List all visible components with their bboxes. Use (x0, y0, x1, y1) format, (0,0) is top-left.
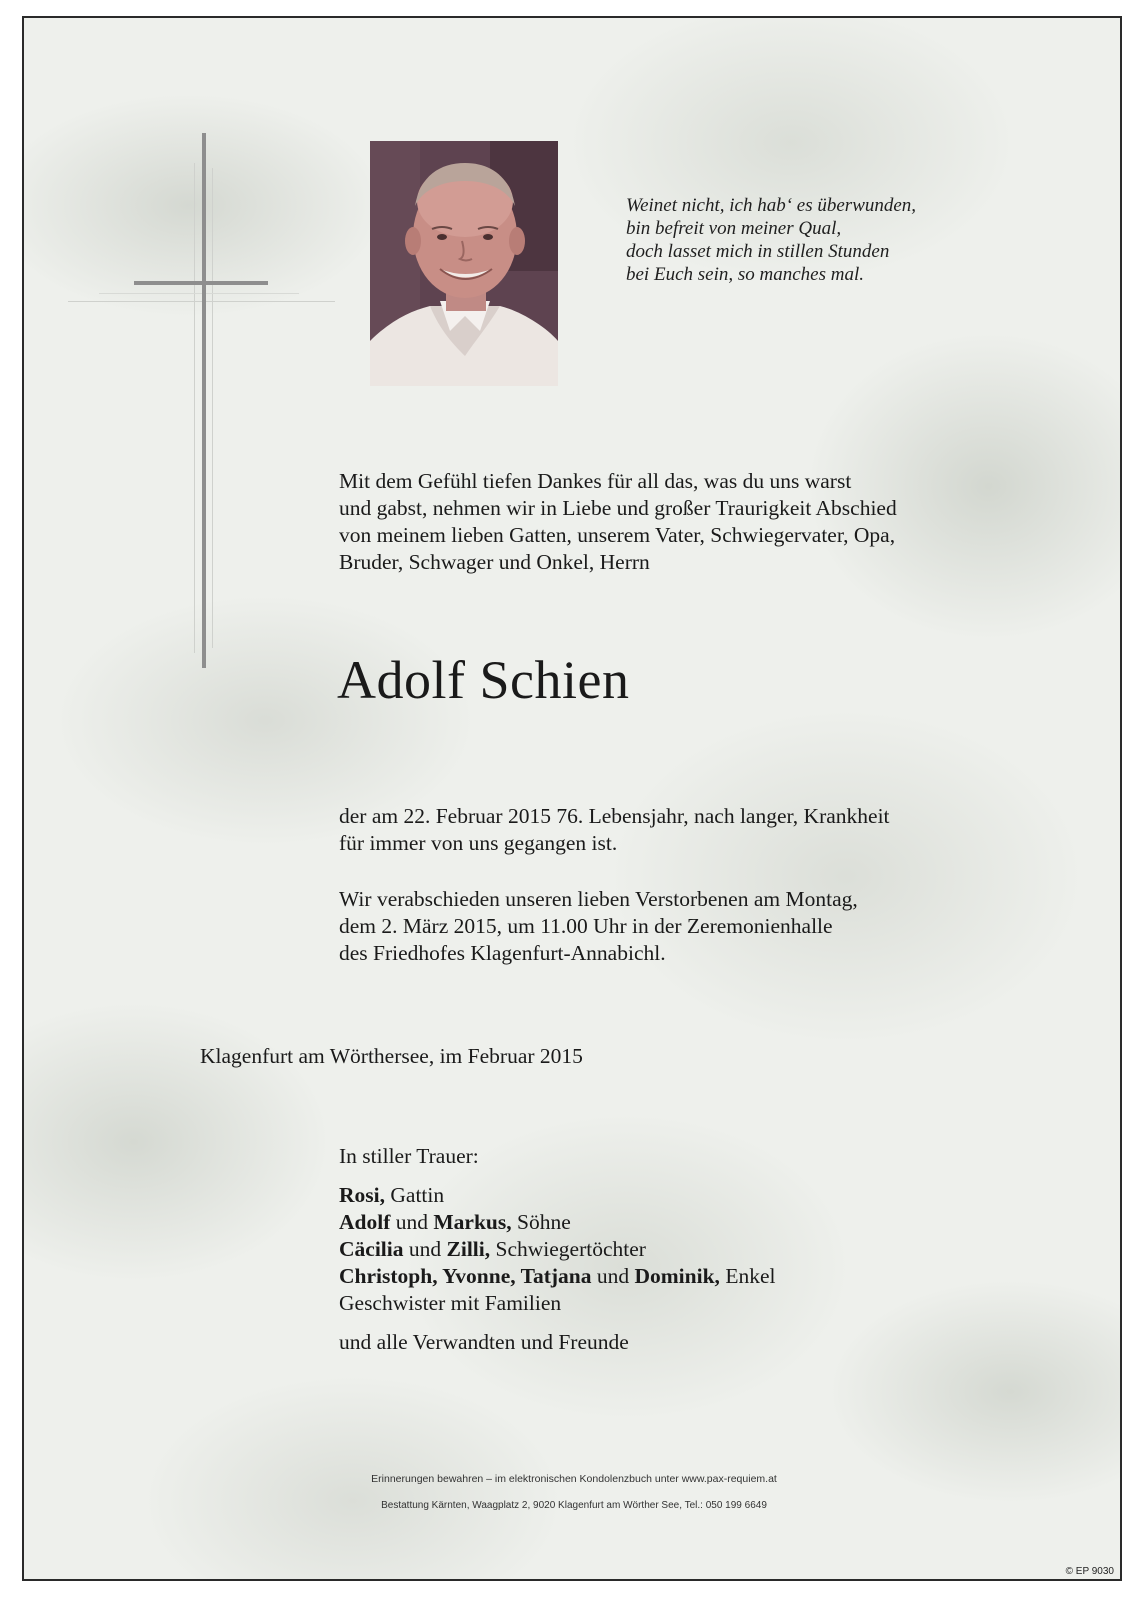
conjunction: und (390, 1210, 434, 1234)
cross-line-thin (194, 163, 195, 653)
footer-funeral-home-line: Bestattung Kärnten, Waagplatz 2, 9020 Klagenfurt am Wörther See, Tel.: 050 199 6649 (381, 1500, 767, 1511)
mourner-row (339, 1182, 775, 1209)
intro-line: Bruder, Schwager und Onkel, Herrn (339, 550, 650, 574)
memorial-poem (626, 194, 986, 286)
mourner-relation: Enkel (719, 1264, 776, 1288)
conjunction: und (591, 1264, 635, 1288)
mourner-name: Rosi, (339, 1183, 385, 1207)
death-notice-line: für immer von uns gegangen ist. (339, 831, 618, 855)
mourner-name: Dominik, (634, 1264, 720, 1288)
cross-line-thin (99, 293, 299, 294)
intro-line: von meinem lieben Gatten, unserem Vater, Schwiegervater, Opa, (339, 523, 896, 547)
funeral-line: des Friedhofes Klagenfurt-Annabichl. (339, 941, 666, 965)
intro-paragraph (339, 468, 1019, 576)
poem-line: Weinet nicht, ich hab‘ es überwunden, (626, 195, 917, 216)
print-code: © EP 9030 (1065, 1566, 1114, 1577)
death-notice (339, 803, 890, 857)
mourners-list (339, 1143, 775, 1356)
cross-vertical-beam (202, 133, 206, 668)
mourner-row (339, 1263, 775, 1290)
mourner-relation: Schwiegertöchter (490, 1237, 646, 1261)
mourner-name: Cäcilia (339, 1237, 404, 1261)
mourner-name: Adolf (339, 1210, 391, 1234)
footer-condolence-line: Erinnerungen bewahren – im elektronischen Kondolenzbuch unter www.pax-requiem.at (371, 1473, 777, 1485)
mourner-relation: Söhne (511, 1210, 571, 1234)
funeral-line: dem 2. März 2015, um 11.00 Uhr in der Zeremonienhalle (339, 914, 833, 938)
portrait-illustration (370, 141, 558, 386)
intro-line: und gabst, nehmen wir in Liebe und großer Traurigkeit Abschied (339, 496, 897, 520)
mourner-name: Zilli, (446, 1237, 491, 1261)
mourner-row (339, 1236, 775, 1263)
cross-horizontal-beam (134, 281, 268, 285)
place-and-date: Klagenfurt am Wörthersee, im Februar 2015 (200, 1044, 583, 1068)
conjunction: und (403, 1237, 447, 1261)
mourner-row: Geschwister mit Familien (339, 1291, 562, 1315)
mourner-row (339, 1209, 775, 1236)
poem-line: bei Euch sein, so manches mal. (626, 264, 864, 285)
mourner-name: Christoph, Yvonne, Tatjana (339, 1264, 592, 1288)
funeral-details (339, 886, 858, 967)
poem-line: bin befreit von meiner Qual, (626, 218, 842, 239)
obituary-sheet (22, 16, 1122, 1581)
mourners-closing: und alle Verwandten und Freunde (339, 1330, 629, 1354)
funeral-line: Wir verabschieden unseren lieben Verstorbenen am Montag, (339, 887, 858, 911)
poem-line: doch lasset mich in stillen Stunden (626, 241, 890, 262)
portrait-photo (370, 141, 558, 386)
mourner-name: Markus, (433, 1210, 512, 1234)
mourner-relation: Gattin (385, 1183, 445, 1207)
deceased-name: Adolf Schien (337, 650, 630, 710)
mourners-heading: In stiller Trauer: (339, 1144, 479, 1168)
death-notice-line: der am 22. Februar 2015 76. Lebensjahr, nach langer, Krankheit (339, 804, 890, 828)
cross-line-thin (212, 168, 213, 648)
intro-line: Mit dem Gefühl tiefen Dankes für all das, was du uns warst (339, 469, 852, 493)
